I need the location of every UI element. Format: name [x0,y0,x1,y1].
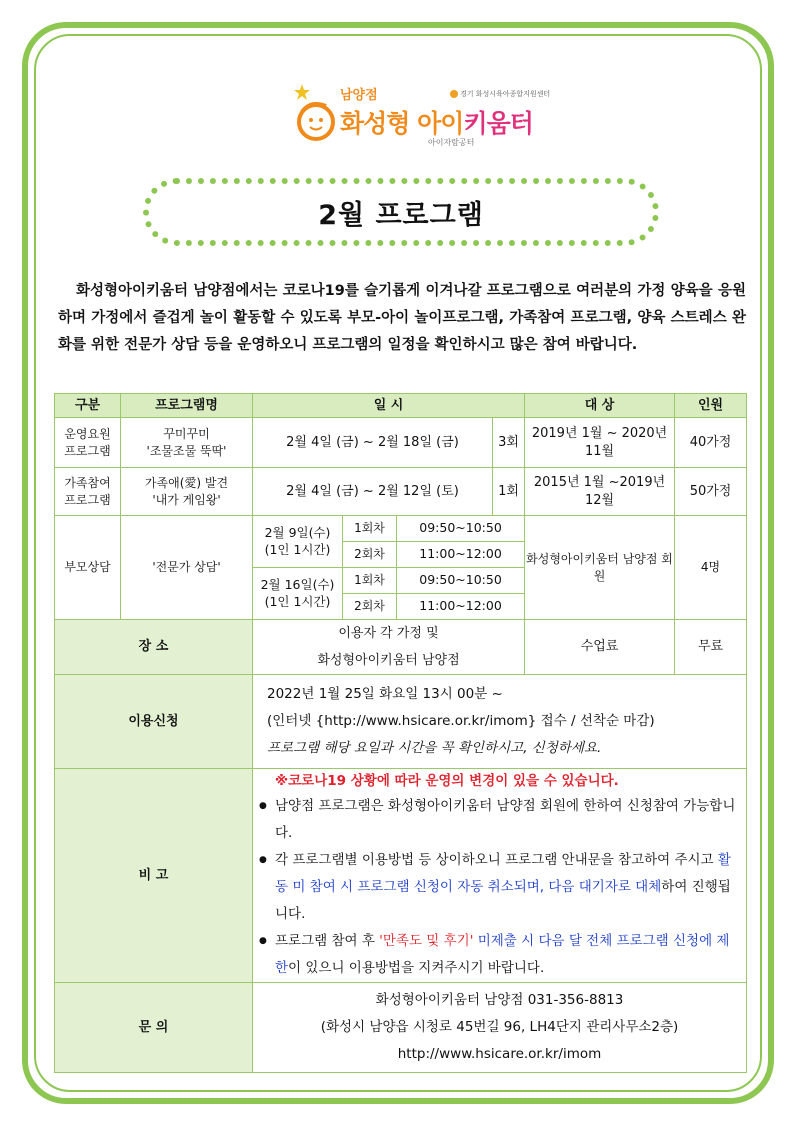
notes-item3-a: 프로그램 참여 후 [275,933,380,949]
consult-day1: 2월 9일(수) (1인 1시간) [253,516,343,568]
list-item [253,793,746,847]
apply-value [253,675,747,769]
row1-count: 3회 [493,418,525,468]
consult-round4: 2회차 [343,594,397,620]
title-box [143,178,659,246]
table-row [55,468,747,516]
notes-item3-b: '만족도 및 후기' [379,933,474,949]
notes-value [253,769,747,983]
row1-dates: 2월 4일 (금) ~ 2월 18일 (금) [253,418,493,468]
consult-time1: 09:50~10:50 [397,516,525,542]
contact-url[interactable]: http://www.hsicare.or.kr/imom [397,1046,602,1062]
consult-round1: 1회차 [343,516,397,542]
logo-name [340,104,533,140]
row1-target: 2019년 1월 ~ 2020년 11월 [525,418,675,468]
consult-round2: 2회차 [343,542,397,568]
notes-item1: 남양점 프로그램은 화성형아이키움터 남양점 회원에 한하여 신청참여 가능합니다. [275,798,736,841]
list-item [253,928,746,982]
row2-program: 가족애(愛) 발견 '내가 게임왕' [121,468,253,516]
contact-value [253,983,747,1073]
partner-logo-icon [450,90,458,98]
apply-line3: 프로그램 해당 요일과 시간을 꼭 확인하시고, 신청하세요. [267,740,602,756]
header-capacity: 인원 [675,394,747,418]
notes-label: 비 고 [55,769,253,983]
row2-count: 1회 [493,468,525,516]
table-row [55,418,747,468]
row2-category: 가족참여 프로그램 [55,468,121,516]
program-table [54,393,747,1073]
notes-warning: ※코로나19 상황에 따라 운영의 변경이 있을 수 있습니다. [275,773,619,789]
consult-time3: 09:50~10:50 [397,568,525,594]
notes-item2-c: 하여 진행됩니다. [275,879,731,922]
logo-name-a: 화성형 아이 [340,109,464,138]
logo-partner-text: 경기 화성시육아종합지원센터 [460,90,551,98]
row1-program: 꾸미꾸미 '조물조물 뚝딱' [121,418,253,468]
contact-line1: 화성형아이키움터 남양점 031-356-8813 [375,992,624,1008]
header-program: 프로그램명 [121,394,253,418]
consult-category: 부모상담 [55,516,121,620]
table-header-row [55,394,747,418]
logo-branch: 남양점 [340,88,378,103]
consult-time4: 11:00~12:00 [397,594,525,620]
apply-line2: (인터넷 {http://www.hsicare.or.kr/imom} 접수 / 선착순 마감) [267,713,655,729]
row1-capacity: 40가정 [675,418,747,468]
fee-value: 무료 [675,620,747,675]
notes-item3-d: 이 있으니 이용방법을 지켜주시기 바랍니다. [288,960,545,976]
place-label: 장 소 [55,620,253,675]
notes-item2-b: 활동 미 참여 시 프로그램 신청이 자동 취소되며, 다음 대기자로 대체 [275,852,731,895]
place-value-2: 화성형아이키움터 남양점 [317,653,460,668]
table-row [55,675,747,769]
notes-item2-a: 각 프로그램별 이용방법 등 상이하오니 프로그램 안내문을 참고하여 주시고 [275,852,718,868]
place-value-1: 이용자 각 가정 및 [338,626,439,641]
row2-dates: 2월 4일 (금) ~ 2월 12일 (토) [253,468,493,516]
consult-program: '전문가 상담' [121,516,253,620]
place-value [253,620,525,675]
table-row [55,769,747,983]
child-face-icon [290,82,340,142]
contact-line2: (화성시 남양읍 시청로 45번길 96, LH4단지 관리사무소2층) [320,1019,679,1035]
notes-item3-c: 미제출 시 다음 달 전체 프로그램 신청에 제한 [275,933,730,976]
logo-sub: 아이자람공터 [428,138,475,147]
table-row [55,983,747,1073]
table-row [55,620,747,675]
row2-target: 2015년 1월 ~2019년 12월 [525,468,675,516]
consult-time2: 11:00~12:00 [397,542,525,568]
consult-round3: 1회차 [343,568,397,594]
row2-capacity: 50가정 [675,468,747,516]
page-title: 2월 프로그램 [318,199,484,231]
apply-label: 이용신청 [55,675,253,769]
consult-day2: 2월 16일(수) (1인 1시간) [253,568,343,620]
header-datetime: 일 시 [253,394,525,418]
logo-partner [450,89,550,99]
contact-label: 문 의 [55,983,253,1073]
row1-category: 운영요원 프로그램 [55,418,121,468]
notes-list [253,793,746,982]
header-category: 구분 [55,394,121,418]
fee-label: 수업료 [525,620,675,675]
table-row [55,516,747,542]
consult-capacity: 4명 [675,516,747,620]
center-logo [290,82,550,154]
intro-text: 화성형아이키움터 남양점에서는 코로나19를 슬기롭게 이겨나갈 프로그램으로 여러분의 가정 양육을 응원하며 가정에서 즐겁게 놀이 활동할 수 있도록 부모-아이 놀이프로그램, 가족참여 프로그램, 양육 스트레스 완화를 위한 전문가 상담 등을 운영하오니 프로그램의 일정을 확인하시고 많은 참여 바랍니다. [58,283,746,353]
logo-name-b: 키움터 [463,109,533,138]
header-target: 대 상 [525,394,675,418]
list-item [253,847,746,928]
consult-target: 화성형아이키움터 남양점 회원 [525,516,675,620]
apply-line1: 2022년 1월 25일 화요일 13시 00분 ~ [267,686,503,702]
